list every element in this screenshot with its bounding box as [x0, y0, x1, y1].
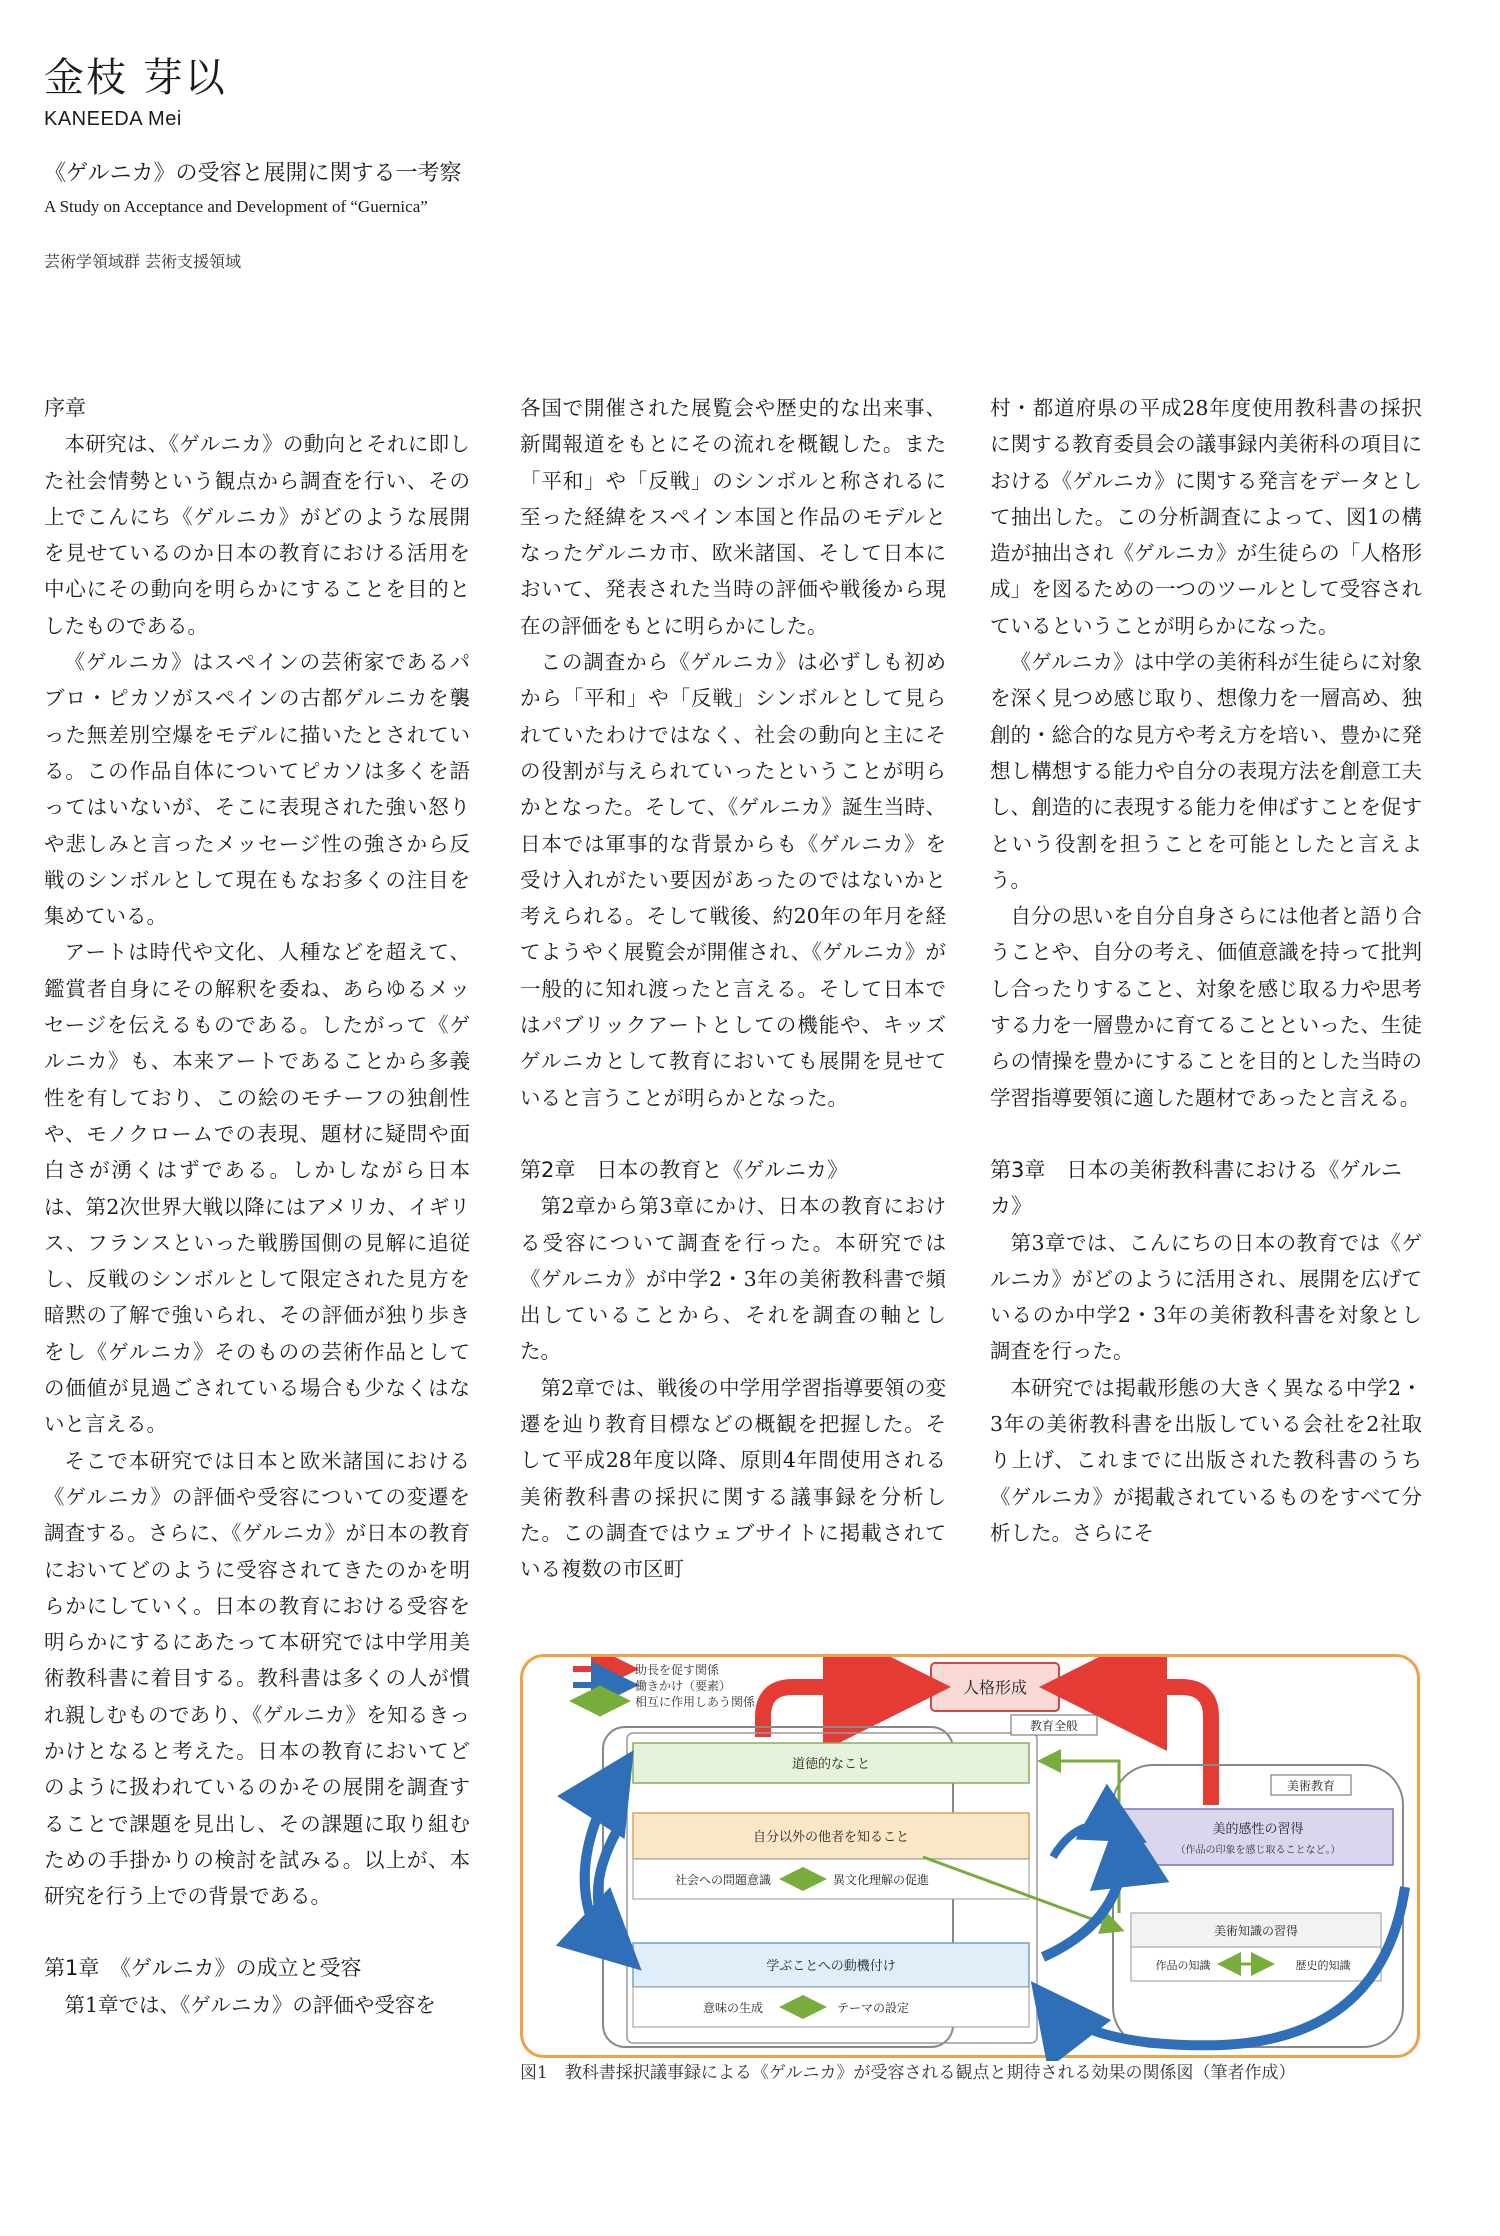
meaning-label: 意味の生成 [702, 2001, 764, 2015]
red-arrow-moral-to-personality [763, 1687, 919, 1737]
paragraph: 第1章では、《ゲルニカ》の評価や受容を [64, 1992, 436, 2017]
paragraph: 第2章では、戦後の中学用学習指導要領の変遷を辿り教育目標などの概観を把握した。そして平成28年度以降、原則4年間使用される美術教科書の採択に関する議事録を分析した。この調査ではウェブサイトに掲載されている複数の市区町 [520, 1375, 946, 1582]
paragraph: 第2章から第3章にかけ、日本の教育における受容について調査を行った。本研究では《ゲルニカ》が中学2・3年の美術教科書で頻出していることから、それを調査の軸とした。 [520, 1194, 946, 1364]
legend [573, 1662, 756, 1709]
education-general-label: 教育全般 [1029, 1719, 1079, 1733]
body-column-1 [44, 390, 470, 2023]
motivation-label: 学ぶことへの動機付け [766, 1959, 896, 1974]
social-issue-label: 社会への問題意識 [674, 1873, 772, 1887]
body-column-3 [990, 390, 1422, 1551]
research-field: 芸術学領域群 芸術支援領域 [44, 252, 242, 271]
body-column-2 [520, 390, 946, 1588]
paragraph: 《ゲルニカ》は中学の美術科が生徒らに対象を深く見つめ感じ取り、想像力を一層高め、独創的・総合的な見方や考え方を培い、豊かに発想し構想する能力や自分の表現方法を創意工夫し、創造的に表現する能力を伸ばすことを促すという役割を担うことを可能としたと言えよう。 [990, 650, 1422, 892]
paragraph: 各国で開催された展覧会や歴史的な出来事、新聞報道をもとにその流れを概観した。また「平和」や「反戦」のシンボルと称されるに至った経緯をスペイン本国と作品のモデルとなったゲルニカ市、欧米諸国、そして日本において、発表された当時の評価や戦後から現在の評価をもとに明らかにした。 [520, 396, 946, 638]
art-education-frame [1113, 1765, 1403, 2047]
aesthetic-sub-label: （作品の印象を感じ取ることなど。） [1175, 1845, 1341, 1856]
author-name-en: KANEEDA Mei [44, 108, 182, 130]
red-arrow-aesthetic-to-personality [1071, 1687, 1211, 1805]
intercultural-label: 異文化理解の促進 [832, 1873, 930, 1887]
paper-title-en: A Study on Acceptance and Development of “Guernica” [44, 197, 428, 216]
paragraph: 第3章では、こんにちの日本の教育では《ゲルニカ》がどのように活用され、展開を広げているのか中学2・3年の美術教科書を対象とし調査を行った。 [990, 1230, 1422, 1364]
personality-formation-label: 人格形成 [962, 1678, 1028, 1697]
motivation-subbox [633, 1987, 1029, 2027]
paragraph: 《ゲルニカ》はスペインの芸術家であるパブロ・ピカソがスペインの古都ゲルニカを襲った無差別空爆をモデルに描いたとされている。この作品自体についてピカソは多くを語ってはいないが、そこに表現された強い怒りや悲しみと言ったメッセージ性の強さから反戦のシンボルとして現在もなお多くの注目を集めている。 [44, 650, 470, 929]
paragraph: 本研究は、《ゲルニカ》の動向とそれに即した社会情勢という観点から調査を行い、その上でこんにち《ゲルニカ》がどのような展開を見せているのか日本の教育における活用を中心にその動向を明らかにすることを目的としたものである。 [44, 432, 470, 638]
art-knowledge-label: 美術知識の習得 [1213, 1924, 1299, 1938]
paragraph: 村・都道府県の平成28年度使用教科書の採択に関する教育委員会の議事録内美術科の項目における《ゲルニカ》に関する発言をデータとして抽出した。この分析調査によって、図1の構造が抽出され《ゲルニカ》が生徒らの「人格形成」を図るための一つのツールとして受容されているということが明らかになった。 [990, 396, 1422, 638]
legend-label: 助長を促す関係 [635, 1663, 720, 1677]
history-knowledge-label: 歴史的知識 [1295, 1959, 1351, 1972]
section-heading-intro: 序章 [44, 396, 86, 420]
work-knowledge-label: 作品の知識 [1155, 1959, 1211, 1972]
author-name-ja: 金枝 芽以 [44, 55, 227, 101]
paragraph: 本研究では掲載形態の大きく異なる中学2・3年の美術教科書を出版している会社を2社取り上げ、これまでに出版された教科書のうち《ゲルニカ》が掲載されているものをすべて分析した。さらにそ [990, 1375, 1422, 1545]
section-heading-chapter2: 第2章 日本の教育と《ゲルニカ》 [520, 1157, 848, 1182]
paper-title-ja: 《ゲルニカ》の受容と展開に関する一考察 [44, 161, 462, 186]
figure-caption: 図1 教科書採択議事録による《ゲルニカ》が受容される観点と期待される効果の関係図（筆者作成） [520, 2063, 1296, 2083]
section-heading-chapter1: 第1章 《ゲルニカ》の成立と受容 [44, 1956, 362, 1981]
paragraph: そこで本研究では日本と欧米諸国における《ゲルニカ》の評価や受容についての変遷を調査する。さらに、《ゲルニカ》が日本の教育においてどのように受容されてきたのかを明らかにしていく。日本の教育における受容を明らかにするにあたって本研究では中学用美術教科書に着目する。教科書は多くの人が慣れ親しむものであり、《ゲルニカ》を知るきっかけとなると考えた。日本の教育においてどのように扱われているのかその展開を調査することで課題を見出し、その課題に取り組むための手掛かりの検討を試みる。以上が、本研究を行う上での背景である。 [44, 1448, 470, 1909]
legend-label: 相互に作用しあう関係 [635, 1695, 756, 1709]
knowing-others-label: 自分以外の他者を知ること [752, 1830, 910, 1845]
moral-label: 道徳的なこと [791, 1757, 871, 1772]
paragraph: この調査から《ゲルニカ》は必ずしも初めから「平和」や「反戦」シンボルとして見られていたわけではなく、社会の動向と主にその役割が与えられていったということが明らかとなった。そして、《ゲルニカ》誕生当時、日本では軍事的な背景からも《ゲルニカ》を受け入れがたい要因があったのではないかと考えられる。そして戦後、約20年の年月を経てようやく展覧会が開催され、《ゲルニカ》が一般的に知れ渡ったと言える。そして日本ではパブリックアートとしての機能や、キッズゲルニカとして教育においても展開を見せていると言うことが明らかとなった。 [520, 650, 946, 1110]
figure-1-diagram [520, 1654, 1420, 2058]
section-heading-chapter3: 第3章 日本の美術教科書における《ゲルニカ》 [990, 1157, 1402, 1219]
legend-label: 働きかけ（要素） [635, 1679, 732, 1693]
paragraph: アートは時代や文化、人種などを超えて、鑑賞者自身にその解釈を委ね、あらゆるメッセージを伝えるものである。したがって《ゲルニカ》も、本来アートであることから多義性を有しており、この絵のモチーフの独創性や、モノクロームでの表現、題材に疑問や面白さが湧くはずである。しかしながら日本は、第2次世界大戦以降にはアメリカ、イギリス、フランスといった戦勝国側の見解に追従し、反戦のシンボルとして限定された見方を暗黙の了解で強いられ、その評価が独り歩きをし《ゲルニカ》そのものの芸術作品としての価値が見過ごされている場合も少なくはないと言える。 [44, 940, 470, 1437]
aesthetic-label: 美的感性の習得 [1212, 1822, 1304, 1837]
paragraph: 自分の思いを自分自身さらには他者と語り合うことや、自分の考え、価値意識を持って批判し合ったりすること、対象を感じ取る力や思考する力を一層豊かに育てることといった、生徒らの情操を豊かにすることを目的とした当時の学習指導要領に適した題材であったと言える。 [990, 904, 1422, 1110]
green-arrow-moral-art [1043, 1761, 1119, 1913]
aesthetic-box [1123, 1809, 1393, 1865]
art-education-label: 美術教育 [1286, 1779, 1336, 1793]
theme-label: テーマの設定 [836, 2001, 910, 2015]
